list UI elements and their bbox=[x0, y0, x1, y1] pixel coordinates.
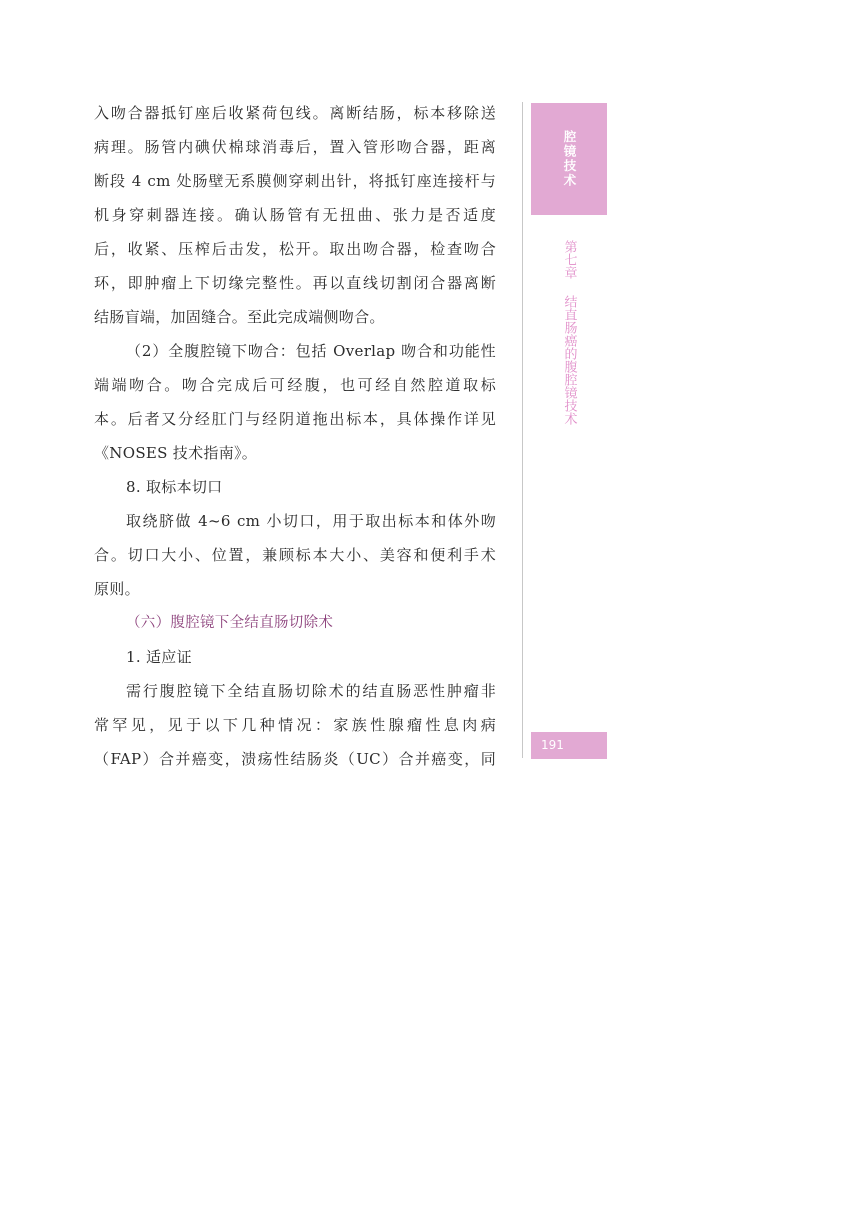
body-text bbox=[94, 96, 496, 776]
body-line: （2）全腹腔镜下吻合：包括 Overlap 吻合和功能性 bbox=[126, 342, 496, 360]
margin-divider bbox=[522, 102, 523, 758]
body-line: 结肠盲端，加固缝合。至此完成端侧吻合。 bbox=[94, 308, 385, 326]
subheading: 8. 取标本切口 bbox=[126, 478, 223, 496]
body-line: 原则。 bbox=[94, 580, 140, 598]
body-line: 端端吻合。吻合完成后可经腹，也可经自然腔道取标 bbox=[94, 376, 496, 394]
body-line: 病理。肠管内碘伏棉球消毒后，置入管形吻合器，距离 bbox=[94, 138, 496, 156]
body-line: 断段 4 cm 处肠壁无系膜侧穿刺出针，将抵钉座连接杆与 bbox=[94, 172, 496, 190]
page-number: 191 bbox=[541, 738, 564, 752]
body-line: 环，即肿瘤上下切缘完整性。再以直线切割闭合器离断 bbox=[94, 274, 496, 292]
section-heading: （六）腹腔镜下全结直肠切除术 bbox=[126, 615, 334, 631]
body-line: 后，收紧、压榨后击发，松开。取出吻合器，检查吻合 bbox=[94, 240, 496, 258]
chapter-label: 第七章 bbox=[561, 240, 577, 279]
body-line: 《NOSES 技术指南》。 bbox=[94, 444, 258, 462]
body-line: 合。切口大小、位置，兼顾标本大小、美容和便利手术 bbox=[94, 546, 496, 564]
section-tab-label: 腔镜技术 bbox=[562, 130, 577, 188]
body-line: （FAP）合并癌变，溃疡性结肠炎（UC）合并癌变，同 bbox=[94, 750, 496, 768]
body-line: 需行腹腔镜下全结直肠切除术的结直肠恶性肿瘤非 bbox=[126, 682, 496, 700]
body-line: 入吻合器抵钉座后收紧荷包线。离断结肠，标本移除送 bbox=[94, 104, 496, 122]
subheading: 1. 适应证 bbox=[126, 648, 192, 666]
body-line: 常罕见，见于以下几种情况：家族性腺瘤性息肉病 bbox=[94, 716, 496, 734]
page-number-tab bbox=[531, 732, 607, 759]
body-line: 取绕脐做 4~6 cm 小切口，用于取出标本和体外吻 bbox=[126, 512, 496, 530]
body-line: 本。后者又分经肛门与经阴道拖出标本，具体操作详见 bbox=[94, 410, 496, 428]
chapter-marker bbox=[531, 240, 607, 425]
section-tab bbox=[531, 103, 607, 215]
chapter-title: 结直肠癌的腹腔镜技术 bbox=[561, 295, 577, 425]
body-line: 机身穿刺器连接。确认肠管有无扭曲、张力是否适度 bbox=[94, 206, 496, 224]
